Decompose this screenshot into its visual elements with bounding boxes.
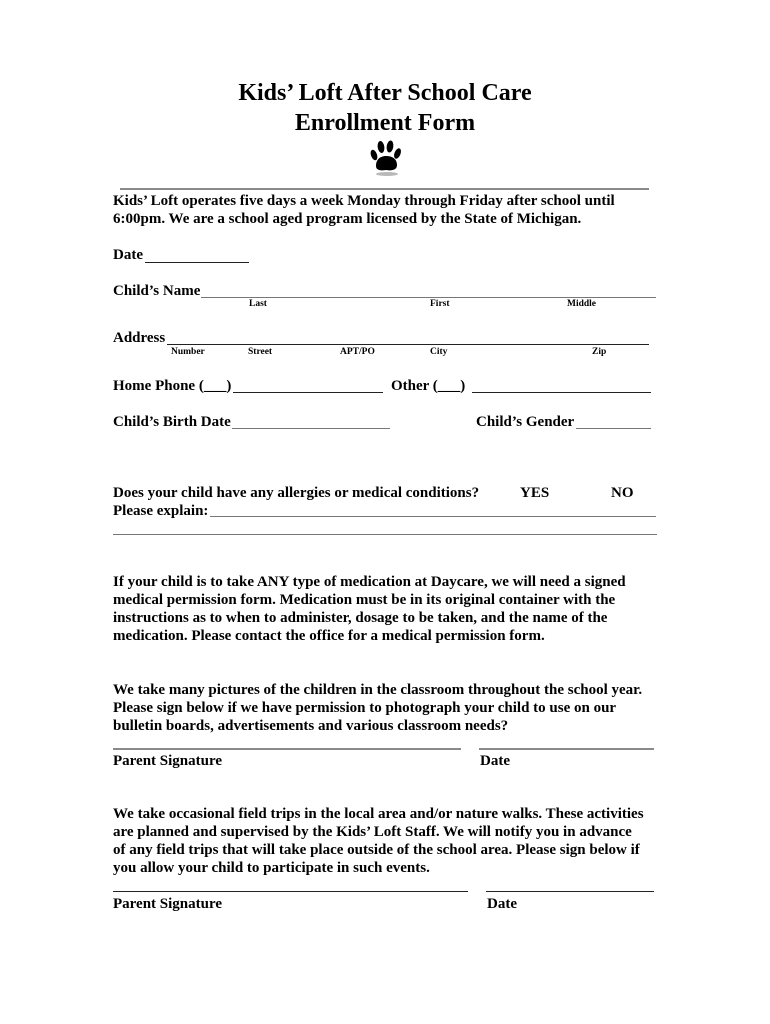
birth-date-label: Child’s Birth Date [113, 414, 231, 430]
date-label: Date [113, 247, 143, 263]
address-sublabel-number: Number [171, 347, 205, 357]
field-trip-parent-signature-label: Parent Signature [113, 896, 223, 912]
field-trip-line: you allow your child to participate in such events. [113, 860, 430, 876]
photo-date-label: Date [480, 753, 510, 769]
field-trip-line: of any field trips that will take place outside of the school area. Please sign below if [113, 842, 640, 858]
intro-line: 6:00pm. We are a school aged program licensed by the State of Michigan. [113, 211, 582, 227]
other-phone-field[interactable] [474, 376, 653, 394]
photo-line: We take many pictures of the children in the classroom throughout the school year. [113, 682, 643, 698]
field-trip-line: are planned and supervised by the Kids’ Loft Staff. We will notify you in advance [113, 824, 632, 840]
address-field[interactable] [169, 328, 651, 346]
field-trip-signature-line[interactable] [113, 891, 468, 892]
photo-line: bulletin boards, advertisements and various classroom needs? [113, 718, 509, 734]
medication-paragraph [113, 573, 673, 645]
birth-date-field[interactable] [234, 412, 392, 430]
medication-line: medical permission form. Medication must be in its original container with the [113, 592, 616, 608]
form-title-line1: Kids’ Loft After School Care [238, 80, 532, 106]
header-divider [120, 188, 649, 190]
address-sublabel-zip: Zip [592, 347, 607, 357]
explain-field[interactable] [212, 500, 658, 518]
intro-line: Kids’ Loft operates five days a week Monday through Friday after school until [113, 193, 615, 209]
child-name-label: Child’s Name [113, 283, 201, 299]
medication-line: If your child is to take ANY type of medication at Daycare, we will need a signed [113, 574, 626, 590]
gender-field[interactable] [578, 412, 653, 430]
paw-print-icon [366, 138, 406, 178]
intro-paragraph [113, 192, 673, 228]
explain-underline-2 [113, 534, 657, 535]
child-name-sublabel-last: Last [249, 299, 267, 309]
explain-label: Please explain: [113, 503, 209, 519]
address-sublabel-apt-po: APT/PO [340, 347, 375, 357]
gender-label: Child’s Gender [476, 414, 575, 430]
medication-line: instructions as to when to administer, dosage to be taken, and the name of the [113, 610, 608, 626]
photo-date-line[interactable] [479, 748, 654, 750]
allergies-yes-option[interactable]: YES [520, 485, 550, 501]
address-sublabel-city: City [430, 347, 448, 357]
address-label: Address [113, 330, 166, 346]
child-name-field[interactable] [203, 281, 657, 299]
address-sublabel-street: Street [248, 347, 273, 357]
medication-line: medication. Please contact the office for a medical permission form. [113, 628, 545, 644]
other-phone-label: Other (___) [391, 378, 466, 394]
home-phone-field[interactable] [235, 376, 385, 394]
photo-signature-line[interactable] [113, 748, 461, 750]
date-field[interactable] [147, 246, 251, 264]
field-trips-paragraph [113, 805, 673, 877]
child-name-sublabel-middle: Middle [567, 299, 597, 309]
home-phone-label: Home Phone (___) [113, 378, 232, 394]
field-trip-date-line[interactable] [486, 891, 654, 892]
photo-permission-paragraph [113, 681, 673, 735]
allergies-question: Does your child have any allergies or medical conditions? [113, 485, 480, 501]
form-title-line2: Enrollment Form [294, 110, 476, 136]
allergies-no-option[interactable]: NO [611, 485, 634, 501]
child-name-sublabel-first: First [430, 299, 450, 309]
field-trip-line: We take occasional field trips in the local area and/or nature walks. These activities [113, 806, 644, 822]
photo-line: Please sign below if we have permission to photograph your child to use on our [113, 700, 617, 716]
photo-parent-signature-label: Parent Signature [113, 753, 223, 769]
field-trip-date-label: Date [487, 896, 517, 912]
